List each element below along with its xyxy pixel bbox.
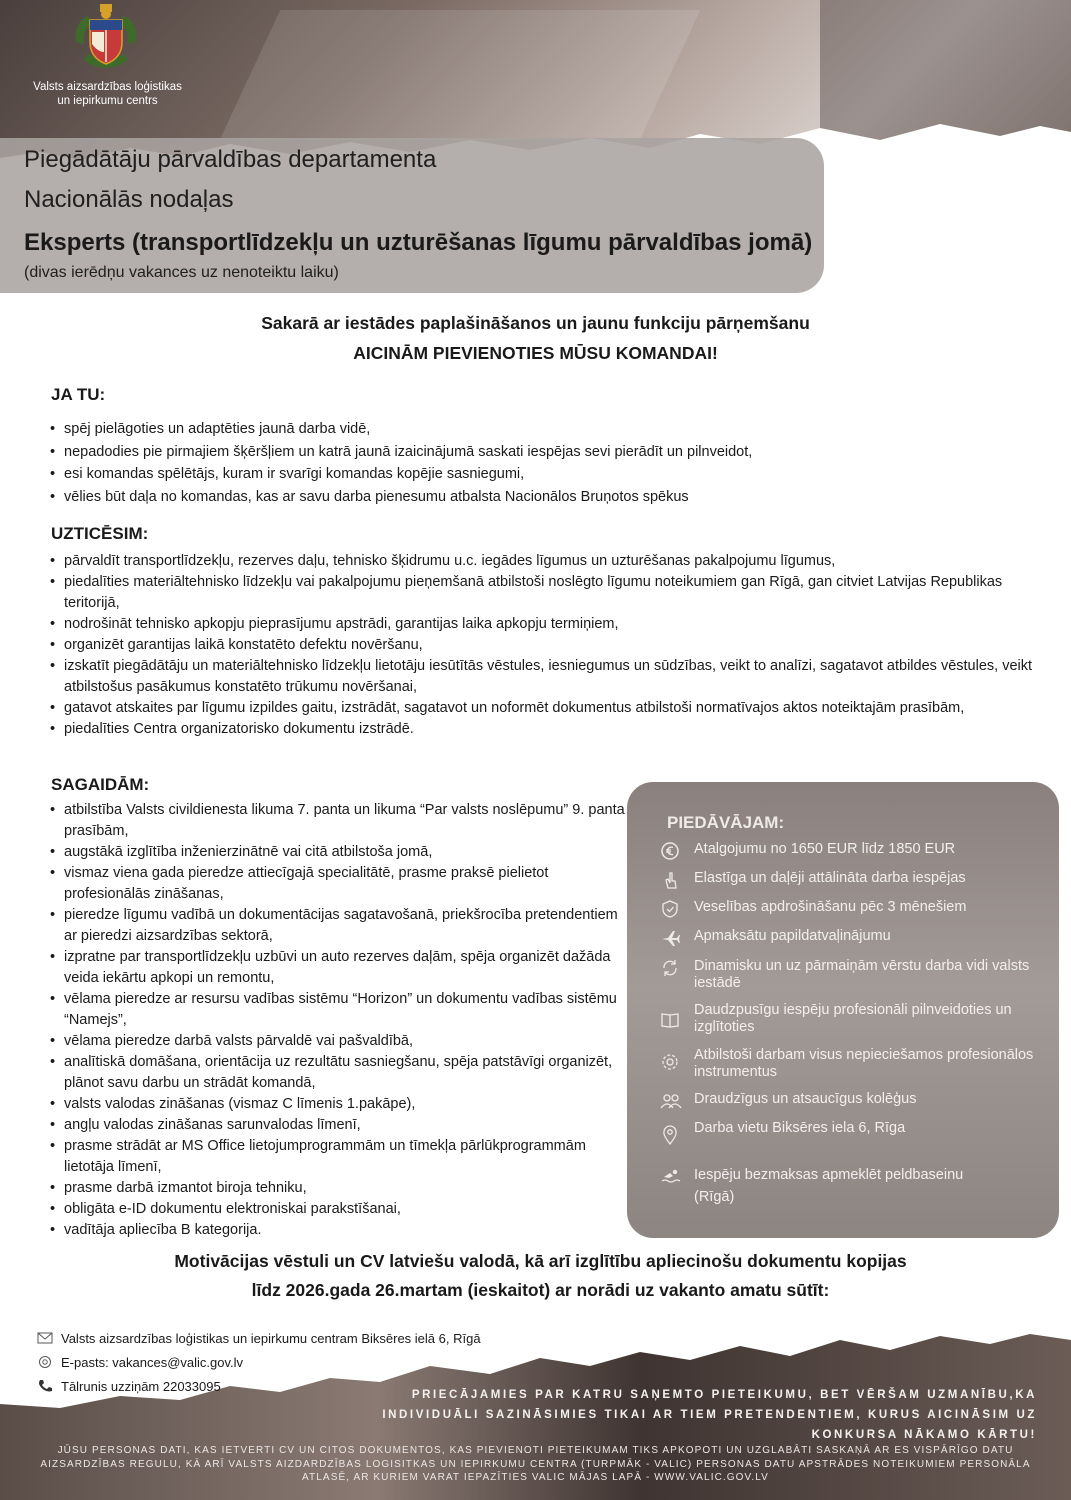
offer-item-text: Daudzpusīgu iespēju profesionāli pilnveidoties un izglītoties — [694, 1002, 1012, 1035]
list-item: • piedalīties Centra organizatorisko dokumentu izstrādē. — [50, 719, 1040, 740]
division-title: Nacionālās nodaļas — [24, 186, 234, 213]
list-item: • gatavot atskaites par līgumu izpildes gaitu, izstrādāt, sagatavot un noformēt dokumentus atbilstoši normatīvajos aktos noteiktajām prasībām, — [50, 698, 1040, 719]
contact-email-text[interactable]: E-pasts: vakances@valic.gov.lv — [61, 1355, 244, 1370]
coat-of-arms-logo — [70, 2, 142, 76]
organization-name — [20, 80, 195, 108]
uzticesim-list — [50, 551, 1040, 740]
org-name-line1: Valsts aizsardzības loģistikas — [33, 81, 182, 93]
offer-item-text: Veselības apdrošināšanu pēc 3 mēnešiem — [694, 899, 967, 915]
section-heading-ja-tu: JA TU: — [51, 385, 106, 404]
contact-address-text: Valsts aizsardzības loģistikas un iepirkumu centram Biksēres ielā 6, Rīgā — [61, 1331, 481, 1346]
airplane-icon — [660, 928, 682, 948]
envelope-icon — [37, 1331, 53, 1345]
location-icon — [660, 1123, 682, 1145]
gdpr-line1: JŪSU PERSONAS DATI, KAS IETVERTI CV UN CITOS DOKUMENTOS, KAS PIEVIENOTI PIETEIKUMAM TIKS APKOPOTI UN UZGLABĀTI SASKAŅĀ AR ES VISPĀRĪGO DATU — [57, 1445, 1014, 1456]
book-icon — [660, 1010, 682, 1030]
swimmer-icon — [660, 1166, 682, 1186]
gdpr-line3: ATLASĒ, AR KURIEM VARAT IEPAZĪTIES VALIC MĀJAS LAPĀ - WWW.VALIC.GOV.LV — [302, 1472, 769, 1483]
list-item: • prasme darbā izmantot biroja tehniku, — [50, 1178, 625, 1199]
list-item: • atbilstība Valsts civildienesta likuma 7. panta un likuma “Par valsts noslēpumu” 9. panta prasībām, — [50, 800, 625, 842]
list-item: • esi komandas spēlētājs, kuram ir svarīgi komandas kopējie sasniegumi, — [50, 463, 1040, 486]
section-heading-uzticesim: UZTICĒSIM: — [51, 524, 149, 543]
list-item: • vismaz viena gada pieredze attiecīgajā specialitātē, prasme praksē pielietot profesionālās zināšanas, — [50, 863, 625, 905]
offer-item-text: Elastīga un daļēji attālināta darba iespējas — [694, 870, 966, 886]
intro-line2: AICINĀM PIEVIENOTIES MŪSU KOMANDAI! — [353, 343, 718, 363]
list-item: • valsts valodas zināšanas (vismaz C līmenis 1.pakāpe), — [50, 1094, 625, 1115]
gdpr-line2: AIZSARDZĪBAS REGULU, KĀ ARĪ VALSTS AIZDARDZĪBAS LOGISITKAS UN IEPIRKUMU CENTRA (TURPMĀK - VALIC) PERSONAS DATU APSTRĀDES NOTEIKUMIEM PERSONĀLA — [40, 1458, 1031, 1470]
list-item: • piedalīties materiāltehnisko līdzekļu vai pakalpojumu pieņemšanā atbilstoši noslēgto līgumu noteikumiem gan Rīgā, gan citviet Latvijas Republikas teritorijā, — [50, 572, 1040, 614]
gear-icon — [660, 1052, 682, 1072]
list-item: • izskatīt piegādātāju un materiāltehnisko līdzekļu lietotāju iesūtītās vēstules, iesniegumus un sūdzības, veikt to analīzi, sagatavot atbildes vēstules, veikt atbilstošus pasākumus konstatēto trūkumu novēršanai, — [50, 656, 1040, 698]
list-item: • angļu valodas zināšanas sarunvalodas līmenī, — [50, 1115, 625, 1136]
list-item: • nodrošināt tehnisko apkopju pieprasījumu apstrādi, garantijas laika apkopju termiņiem, — [50, 614, 1040, 635]
section-heading-piedavajam: PIEDĀVĀJAM: — [667, 813, 785, 832]
list-item: • vadītāja apliecība B kategorija. — [50, 1220, 625, 1241]
list-item: • izpratne par transportlīdzekļu uzbūvi un auto rezerves daļām, spēja organizēt dažāda veida iekārtu apkopi un remontu, — [50, 947, 625, 989]
offer-item-text: Dinamisku un uz pārmaiņām vērstu darba vidi valsts iestādē — [694, 958, 1030, 991]
offer-item-text: Darba vietu Biksēres iela 6, Rīga — [694, 1120, 906, 1136]
shield-icon — [660, 899, 682, 919]
notice-line2: INDIVIDUĀLI SAZINĀSIMIES TIKAI AR TIEM PRETENDENTIEM, KURUS AICINĀSIM UZ — [382, 1409, 1037, 1421]
sagaidam-list — [50, 800, 625, 1241]
hand-icon — [660, 870, 682, 890]
intro-line1: Sakarā ar iestādes paplašināšanos un jaunu funkciju pārņemšanu — [261, 313, 810, 333]
position-title: Eksperts (transportlīdzekļu un uzturēšanas līgumu pārvaldības jomā) — [24, 229, 813, 256]
gdpr-notice — [20, 1444, 1051, 1485]
application-instructions-line2: līdz 2026.gada 26.martam (ieskaitot) ar norādi uz vakanto amatu sūtīt: — [251, 1280, 830, 1300]
vacancy-note: (divas ierēdņu vakances uz nenoteiktu laiku) — [24, 264, 339, 281]
euro-icon — [660, 841, 682, 861]
notice-line3: KONKURSA NĀKAMO KĀRTU! — [811, 1429, 1037, 1441]
section-heading-sagaidam: SAGAIDĀM: — [51, 775, 150, 794]
response-notice — [372, 1385, 1037, 1445]
list-item: • organizēt garantijas laikā konstatēto defektu novēršanu, — [50, 635, 1040, 656]
list-item: • vēlies būt daļa no komandas, kas ar savu darba pienesumu atbalsta Nacionālos Bruņotos spēkus — [50, 486, 1040, 509]
list-item: • nepadodies pie pirmajiem šķēršļiem un katrā jaunā izaicinājumā saskati iespējas sevi pierādīt un pilnveidot, — [50, 441, 1040, 464]
list-item: • augstākā izglītība inženierzinātnē vai citā atbilstoša jomā, — [50, 842, 625, 863]
list-item: • obligāta e-ID dokumentu elektroniskai parakstīšanai, — [50, 1199, 625, 1220]
notice-line1: PRIECĀJAMIES PAR KATRU SAŅEMTO PIETEIKUMU, BET VĒRŠAM UZMANĪBU,KA — [411, 1389, 1037, 1401]
phone-icon — [37, 1379, 53, 1393]
list-item: • analītiskā domāšana, orientācija uz rezultātu sasniegšanu, spēja patstāvīgi organizēt, plānot savu darbu un strādāt komandā, — [50, 1052, 625, 1094]
refresh-icon — [660, 958, 682, 978]
offer-item-text: Draudzīgus un atsaucīgus kolēģus — [694, 1091, 917, 1107]
at-icon — [37, 1355, 53, 1369]
list-item: • pārvaldīt transportlīdzekļu, rezerves daļu, tehnisko šķidrumu u.c. iegādes līgumus un uzturēšanas pakalpojumu līgumus, — [50, 551, 1040, 572]
list-item: • prasme strādāt ar MS Office lietojumprogrammām un tīmekļa pārlūkprogrammām lietotāja līmenī, — [50, 1136, 625, 1178]
offer-item-text: Atalgojumu no 1650 EUR līdz 1850 EUR — [694, 841, 956, 857]
contact-phone-text[interactable]: Tālrunis uzziņām 22033095 — [61, 1379, 221, 1394]
list-item: • vēlama pieredze ar resursu vadības sistēmu “Horizon” un dokumentu vadības sistēmu “Namejs”, — [50, 989, 625, 1031]
offer-item-text: Atbilstoši darbam visus nepieciešamos profesionālos instrumentus — [694, 1047, 1034, 1080]
org-name-line2: un iepirkumu centrs — [57, 95, 158, 107]
list-item: • vēlama pieredze darbā valsts pārvaldē vai pašvaldībā, — [50, 1031, 625, 1052]
people-icon — [660, 1091, 682, 1111]
list-item: • pieredze līgumu vadībā un dokumentācijas sagatavošanā, priekšrocība pretendentiem ar pieredzi aizsardzības sektorā, — [50, 905, 625, 947]
ja-tu-list — [50, 418, 1040, 508]
offer-item-text: Iespēju bezmaksas apmeklēt peldbaseinu (Rīgā) — [694, 1167, 964, 1205]
department-title: Piegādātāju pārvaldības departamenta — [24, 146, 437, 173]
application-instructions-line1: Motivācijas vēstuli un CV latviešu valodā, kā arī izglītību apliecinošu dokumentu kopijas — [174, 1251, 907, 1271]
offer-item-text: Apmaksātu papildatvaļinājumu — [694, 928, 891, 944]
list-item: • spēj pielāgoties un adaptēties jaunā darba vidē, — [50, 418, 1040, 441]
